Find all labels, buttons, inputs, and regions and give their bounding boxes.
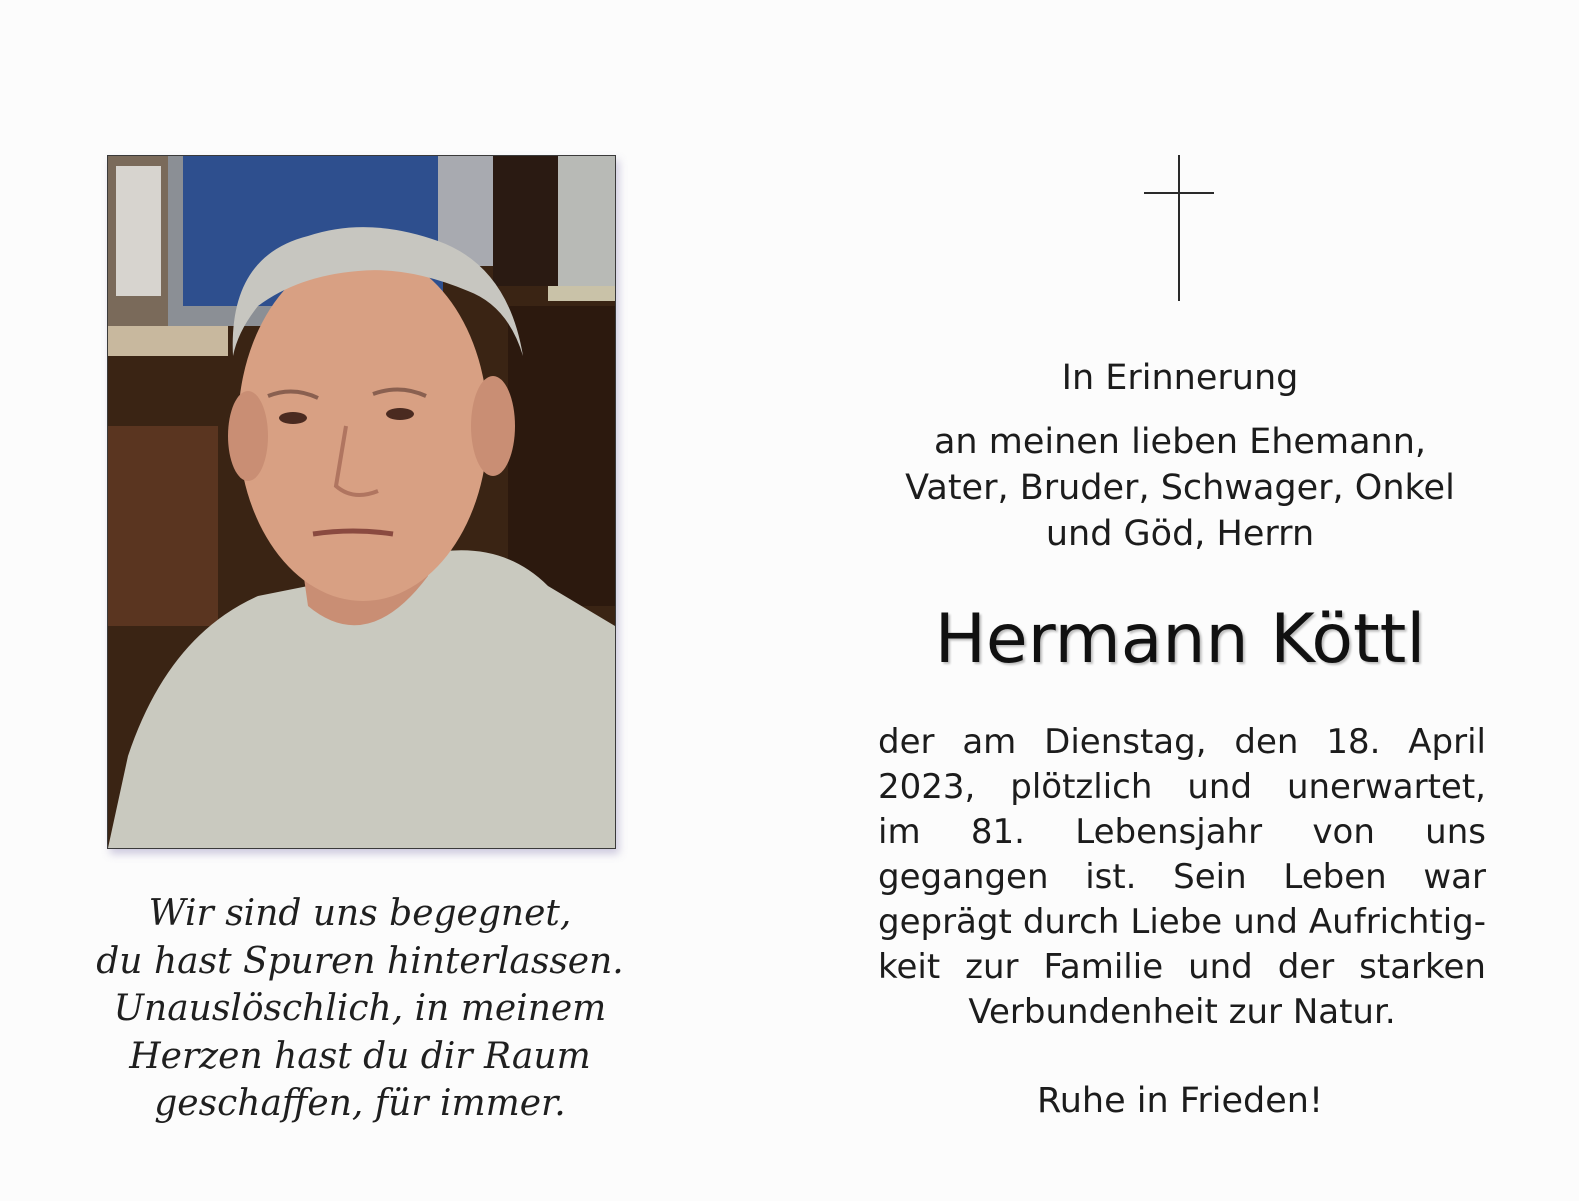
word: den [1234,722,1299,762]
word: April [1408,722,1486,762]
word: Liebe [1130,902,1223,942]
word: von [1312,812,1375,852]
word: im [878,812,921,852]
memorial-poem [80,890,640,1128]
obituary-line [878,990,1486,1035]
word: 81. [970,812,1025,852]
word: Lebensjahr [1075,812,1263,852]
intro-line: an meinen lieben Ehemann, [933,422,1427,462]
word: war [1423,857,1486,897]
intro-line: Vater, Bruder, Schwager, Onkel [905,468,1455,508]
word: der [878,722,935,762]
word: der [1277,947,1335,987]
obituary-line [878,720,1486,765]
word: und [1188,947,1253,987]
obituary-line [878,810,1486,855]
word: gegangen [878,857,1049,897]
word: uns [1425,812,1486,852]
obituary-line [878,855,1486,900]
word: unerwartet, [1286,767,1486,807]
deceased-name: Hermann Köttl [934,600,1426,679]
poem-line: Unauslöschlich, in meinem [113,988,607,1029]
obituary-line [878,900,1486,945]
word: starken [1359,947,1486,987]
portrait-image [108,156,615,848]
poem-line: du hast Spuren hinterlassen. [96,940,624,982]
closing-phrase: Ruhe in Frieden! [1037,1081,1323,1121]
word: Leben [1283,857,1387,897]
cross-vertical-bar [1178,155,1180,301]
obituary-text [878,720,1486,1035]
intro-heading: In Erinnerung [1061,358,1299,398]
word: und [1233,902,1298,942]
poem-line: Wir sind uns begegnet, [148,893,572,934]
word: Aufrichtig- [1308,902,1486,942]
word: 2023, [878,767,976,807]
poem-line: Herzen hast du dir Raum [129,1035,591,1077]
word: Dienstag, [1044,722,1207,762]
obituary-line [878,765,1486,810]
word: plötzlich [1010,767,1153,807]
word: am [962,722,1017,762]
cross-horizontal-bar [1144,192,1214,194]
word: Sein [1173,857,1247,897]
word: Verbundenheit zur Natur. [968,992,1396,1032]
word: zur [965,947,1019,987]
intro-line: und Göd, Herrn [1045,514,1315,554]
poem-line: geschaffen, für immer. [154,1083,566,1124]
word: keit [878,947,941,987]
word: 18. [1326,722,1381,762]
word: durch [1022,902,1120,942]
word: geprägt [878,902,1012,942]
remembrance-intro [870,355,1490,557]
word: und [1187,767,1253,807]
word: Familie [1043,947,1164,987]
portrait-photo [107,155,616,849]
obituary-line [878,945,1486,990]
word: ist. [1085,857,1137,897]
